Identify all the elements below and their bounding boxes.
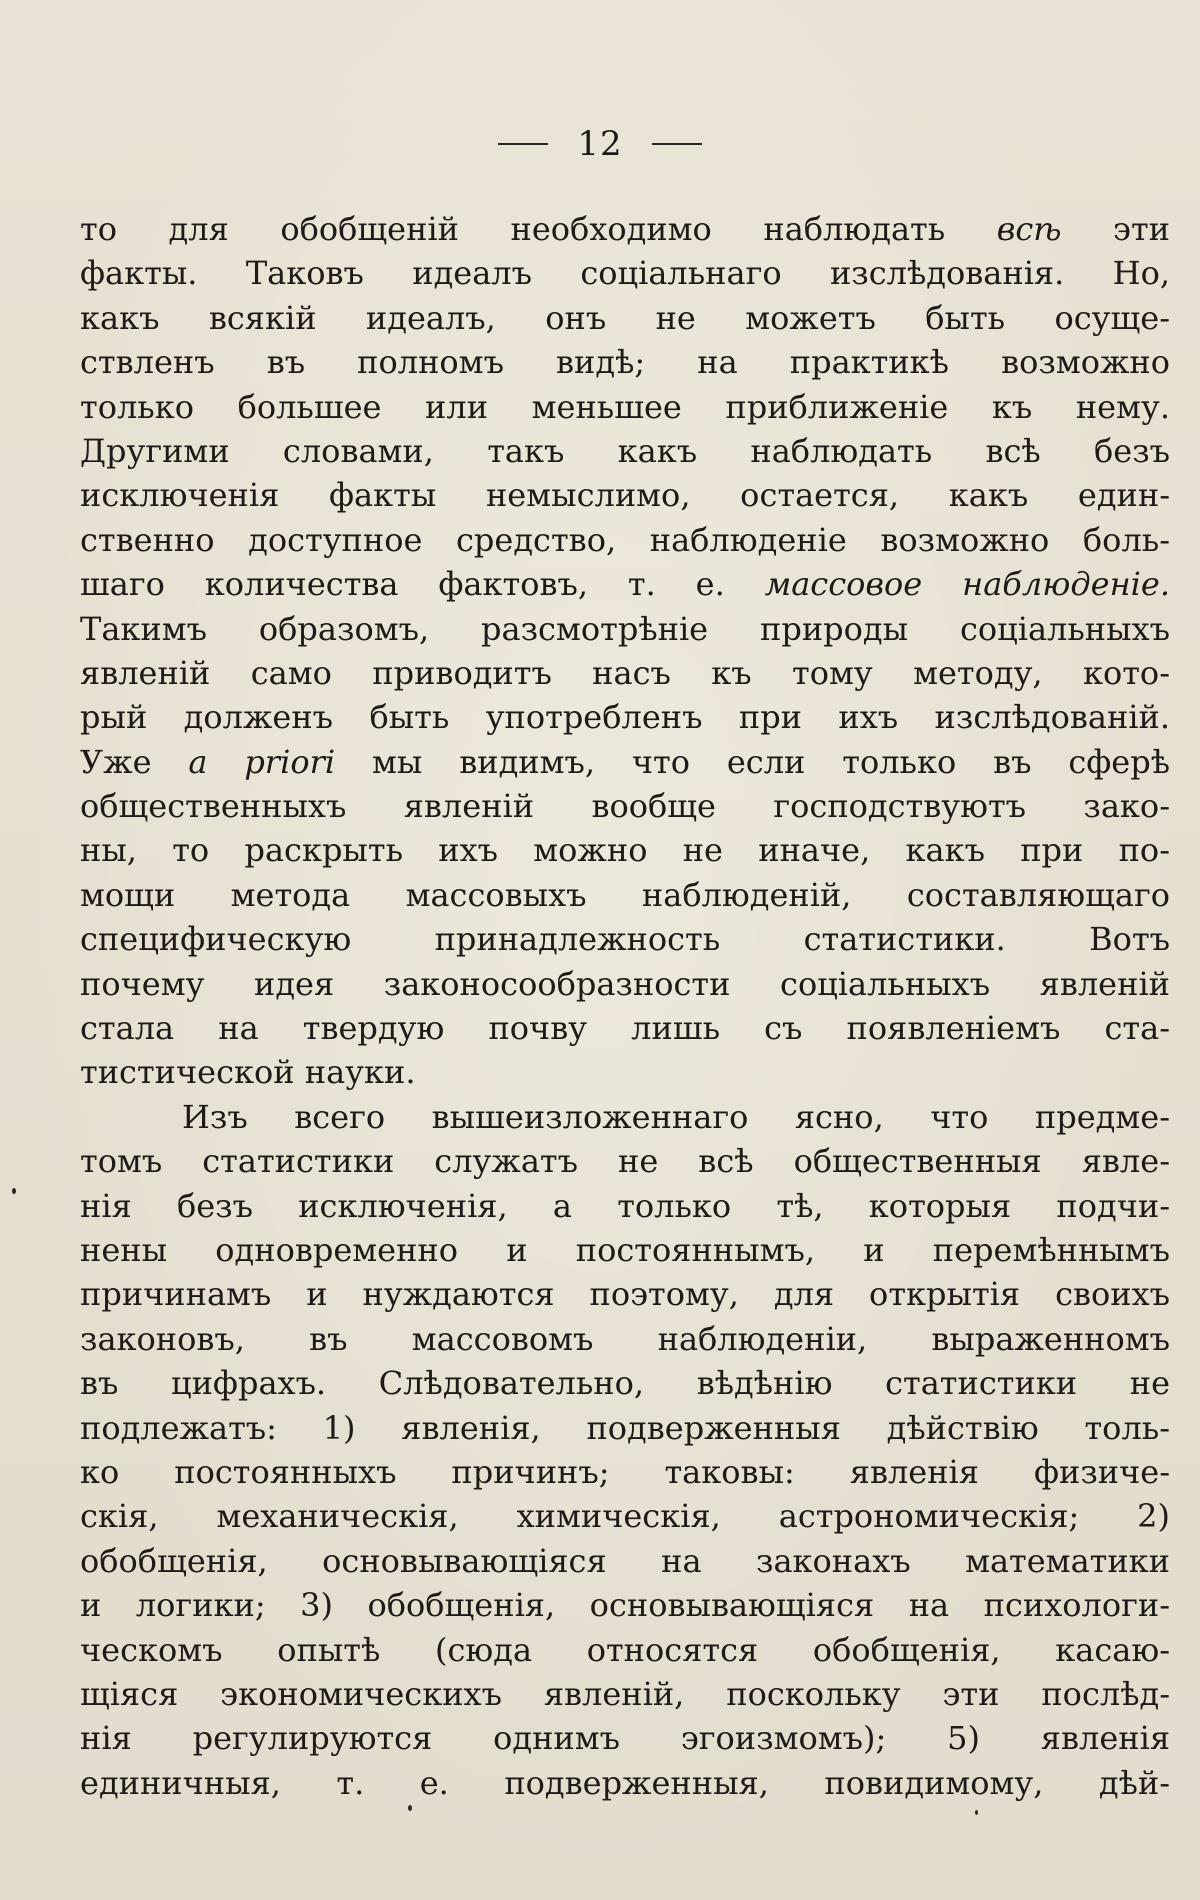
text-line: причинамъ и нуждаются поэтому, для открытія своихъ <box>80 1275 1170 1314</box>
text-line: мощи метода массовыхъ наблюденій, составляющаго <box>80 875 1170 914</box>
text-line: скія, механическія, химическія, астрономическія; 2) <box>80 1497 1170 1536</box>
text-line: Такимъ образомъ, разсмотрѣніе природы соціальныхъ <box>80 609 1170 648</box>
text-line: нія регулируются однимъ эгоизмомъ); 5) явленія <box>80 1719 1170 1758</box>
text-line: ко постоянныхъ причинъ; таковы: явленія физиче- <box>80 1452 1170 1491</box>
text-line: только большее или меньшее приближеніе къ нему. <box>80 387 1170 426</box>
text-line: рый долженъ быть употребленъ при ихъ изслѣдованій. <box>80 698 1170 737</box>
text-line: Другими словами, такъ какъ наблюдать всѣ безъ <box>80 431 1170 470</box>
margin-speck <box>975 1810 978 1815</box>
text-line: въ цифрахъ. Слѣдовательно, вѣдѣнію статистики не <box>80 1364 1170 1403</box>
page-number-value: 12 <box>577 124 623 164</box>
text-line: щіяся экономическихъ явленій, поскольку эти послѣд- <box>80 1674 1170 1713</box>
page-number <box>0 118 1200 168</box>
paragraph-start-line: Изъ всего вышеизложеннаго ясно, что предме- <box>182 1097 1170 1136</box>
text-line: ствленъ въ полномъ видѣ; на практикѣ возможно <box>80 343 1170 382</box>
text-line: шаго количества фактовъ, т. е. массовое наблюденіе. <box>80 565 1170 604</box>
text-line: исключенія факты немыслимо, остается, какъ един- <box>80 476 1170 515</box>
text-line: подлежатъ: 1) явленія, подверженныя дѣйствію толь- <box>80 1408 1170 1447</box>
text-line: явленій само приводитъ насъ къ тому методу, кото- <box>80 653 1170 692</box>
text-line: нія безъ исключенія, а только тѣ, которыя подчи- <box>80 1186 1170 1225</box>
text-line: стала на твердую почву лишь съ появленіемъ ста- <box>80 1009 1170 1048</box>
text-line: единичныя, т. е. подверженныя, повидимому, дѣй- <box>80 1763 1170 1802</box>
text-line: общественныхъ явленій вообще господствуютъ зако- <box>80 787 1170 826</box>
text-line: Уже a priori мы видимъ, что если только въ сферѣ <box>80 742 1170 781</box>
text-line: почему идея законосообразности соціальныхъ явленій <box>80 964 1170 1003</box>
margin-speck <box>408 1805 412 1811</box>
text-line: специфическую принадлежность статистики. Вотъ <box>80 920 1170 959</box>
text-line: ческомъ опытѣ (сюда относятся обобщенія, касаю- <box>80 1630 1170 1669</box>
text-line: обобщенія, основывающіяся на законахъ математики <box>80 1541 1170 1580</box>
text-line: томъ статистики служатъ не всѣ общественныя явле- <box>80 1142 1170 1181</box>
text-line: какъ всякій идеалъ, онъ не можетъ быть осуще- <box>80 298 1170 337</box>
text-line: то для обобщеній необходимо наблюдать всѣ эти <box>80 210 1170 248</box>
body-text <box>80 207 1170 1805</box>
text-line: ственно доступное средство, наблюденіе возможно боль- <box>80 520 1170 559</box>
margin-speck <box>12 1188 16 1194</box>
paragraph-end-line: тистической науки. <box>80 1053 416 1092</box>
page-number-dash-right <box>652 143 702 145</box>
text-line: ны, то раскрыть ихъ можно не иначе, какъ при по- <box>80 831 1170 870</box>
text-line: нены одновременно и постояннымъ, и перемѣннымъ <box>80 1230 1170 1269</box>
text-line: законовъ, въ массовомъ наблюденіи, выраженномъ <box>80 1319 1170 1358</box>
page-number-dash-left <box>498 143 548 145</box>
text-line: и логики; 3) обобщенія, основывающіяся на психологи- <box>80 1586 1170 1625</box>
text-line: факты. Таковъ идеалъ соціальнаго изслѣдованія. Но, <box>80 254 1170 293</box>
